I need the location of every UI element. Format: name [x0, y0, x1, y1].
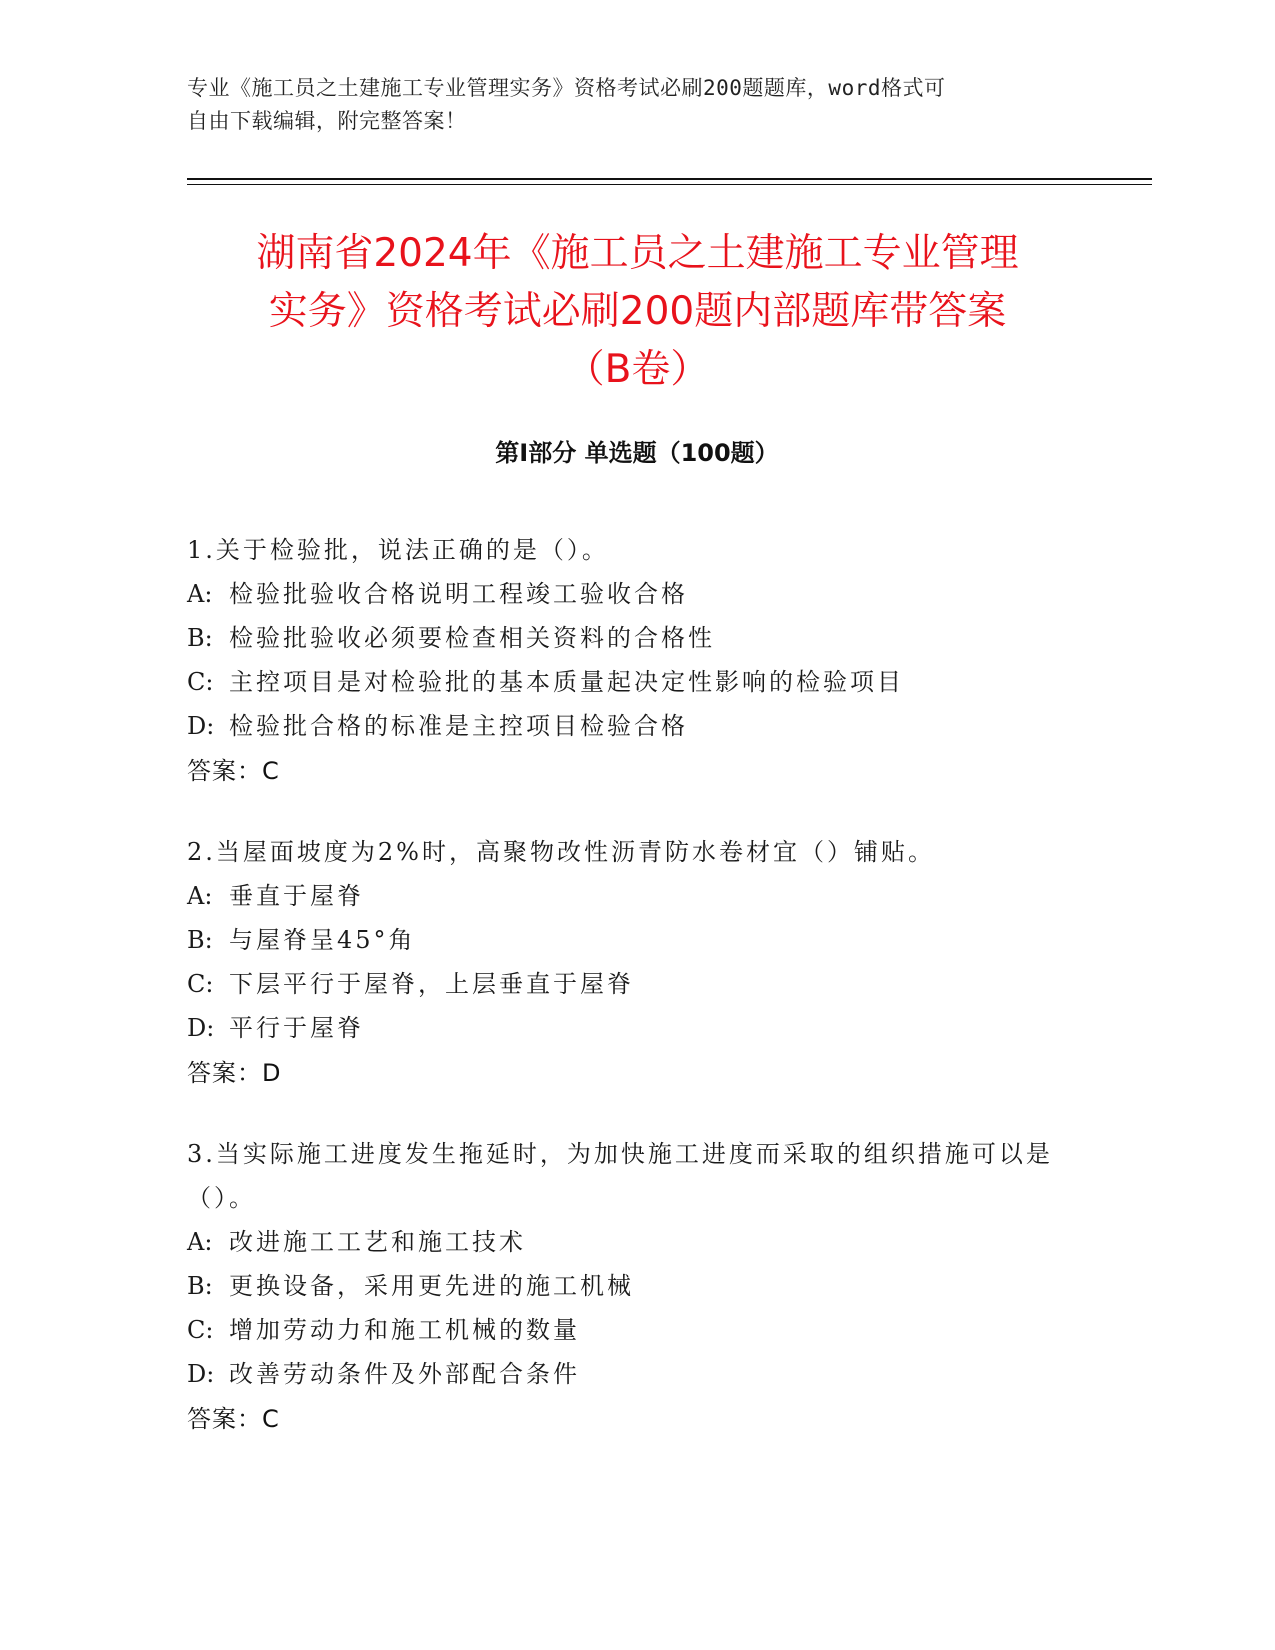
- header-divider-thick: [187, 178, 1152, 180]
- option-letter: B:: [187, 1272, 213, 1300]
- header-note-line: 专业《施工员之土建施工专业管理实务》资格考试必刷200题题库，word格式可: [187, 76, 946, 100]
- option-text: 垂直于屋脊: [229, 882, 364, 910]
- question-option: [187, 616, 1067, 660]
- answer-label: 答案：: [187, 757, 262, 785]
- option-letter: D:: [187, 712, 215, 740]
- option-text: 增加劳动力和施工机械的数量: [229, 1316, 580, 1344]
- option-letter: B:: [187, 624, 213, 652]
- option-text: 更换设备，采用更先进的施工机械: [229, 1272, 634, 1300]
- answer-label: 答案：: [187, 1405, 262, 1433]
- answer-label: 答案：: [187, 1059, 262, 1087]
- question-option: [187, 1308, 1067, 1352]
- option-letter: B:: [187, 926, 213, 954]
- question-option: [187, 962, 1067, 1006]
- question-option: [187, 1006, 1067, 1050]
- question-option: [187, 660, 1067, 704]
- header-note: [187, 72, 1087, 138]
- question-item: [187, 830, 1067, 1096]
- question-option: [187, 704, 1067, 748]
- question-answer: [187, 748, 1067, 794]
- document-title: [160, 225, 1115, 399]
- option-letter: A:: [187, 882, 213, 910]
- answer-value: C: [262, 757, 279, 785]
- option-text: 改进施工工艺和施工技术: [229, 1228, 526, 1256]
- question-item: [187, 1132, 1067, 1442]
- option-letter: C:: [187, 668, 214, 696]
- question-option: [187, 874, 1067, 918]
- title-line: 湖南省2024年《施工员之土建施工专业管理: [256, 231, 1019, 276]
- question-option: [187, 1352, 1067, 1396]
- question-option: [187, 1220, 1067, 1264]
- question-list: [187, 528, 1067, 1478]
- question-option: [187, 572, 1067, 616]
- option-text: 检验批合格的标准是主控项目检验合格: [229, 712, 688, 740]
- section-heading: 第I部分 单选题（100题）: [495, 439, 779, 467]
- option-letter: D:: [187, 1360, 215, 1388]
- option-text: 检验批验收合格说明工程竣工验收合格: [229, 580, 688, 608]
- question-answer: [187, 1396, 1067, 1442]
- option-text: 主控项目是对检验批的基本质量起决定性影响的检验项目: [229, 668, 904, 696]
- header-divider-thin: [187, 184, 1152, 185]
- question-answer: [187, 1050, 1067, 1096]
- answer-value: C: [262, 1405, 279, 1433]
- option-text: 改善劳动条件及外部配合条件: [229, 1360, 580, 1388]
- title-line: 实务》资格考试必刷200题内部题库带答案: [268, 289, 1007, 334]
- option-text: 平行于屋脊: [229, 1014, 364, 1042]
- question-stem: 2.当屋面坡度为2%时，高聚物改性沥青防水卷材宜（）铺贴。: [187, 838, 935, 866]
- option-text: 与屋脊呈45°角: [229, 926, 416, 954]
- option-letter: A:: [187, 1228, 213, 1256]
- question-stem: 3.当实际施工进度发生拖延时，为加快施工进度而采取的组织措施可以是（）。: [187, 1140, 1053, 1212]
- question-item: [187, 528, 1067, 794]
- question-stem: 1.关于检验批，说法正确的是（）。: [187, 536, 609, 564]
- header-note-line: 自由下载编辑，附完整答案！: [187, 109, 467, 133]
- option-letter: A:: [187, 580, 213, 608]
- option-letter: D:: [187, 1014, 215, 1042]
- option-text: 检验批验收必须要检查相关资料的合格性: [229, 624, 715, 652]
- title-line: （B卷）: [565, 347, 710, 392]
- option-letter: C:: [187, 970, 214, 998]
- option-text: 下层平行于屋脊，上层垂直于屋脊: [229, 970, 634, 998]
- answer-value: D: [262, 1059, 281, 1087]
- question-option: [187, 1264, 1067, 1308]
- option-letter: C:: [187, 1316, 214, 1344]
- question-option: [187, 918, 1067, 962]
